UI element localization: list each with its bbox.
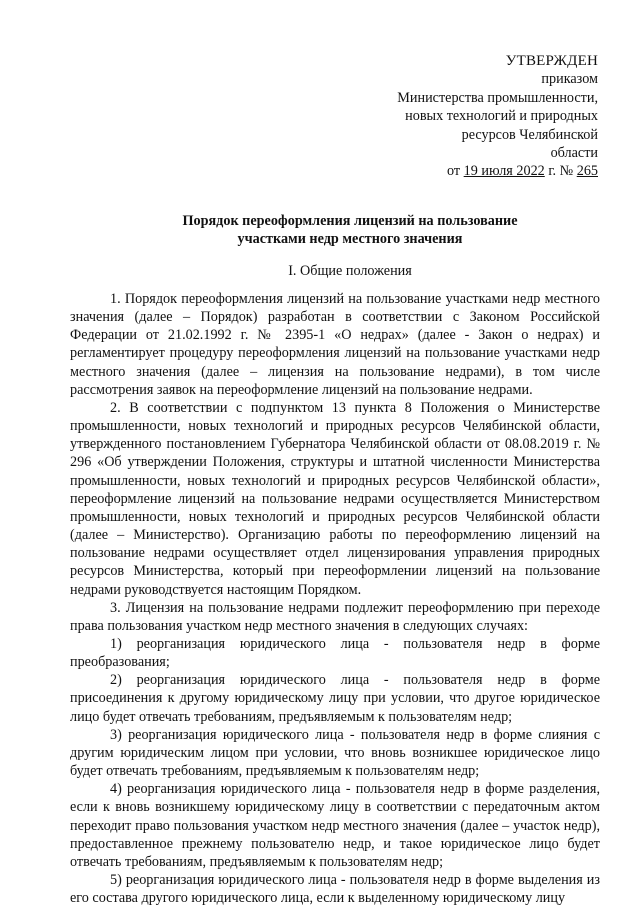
list-item: 3) реорганизация юридического лица - пользователя недр в форме слияния с другим юридическим лицом при условии, что вновь возникшее юридическое лицо будет отвечать требованиям, предъявляемым к пользователям недр; (70, 726, 600, 780)
list-item: 4) реорганизация юридического лица - пользователя недр в форме разделения, если к вновь возникшему юридическому лицу в соответствии с передаточным актом переходит право пользования участком недр местного значения (далее – участок недр), предоставленное прежнему пользователю недр, и такое юридическое лицо будет отвечать требованиям, предъявляемым к пользователям недр; (70, 781, 600, 870)
approval-date-line (338, 162, 598, 180)
approval-line: Министерства промышленности, (397, 89, 598, 106)
document-title (80, 213, 620, 249)
approval-stamp-block (338, 52, 598, 181)
approval-date: 19 июля 2022 (463, 163, 545, 180)
approval-date-prefix: от (447, 163, 461, 180)
approval-line: области (550, 145, 598, 162)
document-title-line: Порядок переоформления лицензий на пользование (182, 213, 518, 229)
list-item: 2) реорганизация юридического лица - пользователя недр в форме присоединения к другому юридическому лицу при условии, что другое юридическое лицо будет отвечать требованиям, предъявляемым к пользователям недр; (70, 672, 600, 725)
approval-title: УТВЕРЖДЕН (505, 53, 598, 69)
document-body (70, 290, 600, 907)
paragraph: 2. В соответствии с подпунктом 13 пункта 8 Положения о Министерстве промышленности, новых технологий и природных ресурсов Челябинской области, утвержденного постановлением Губернатора Челябинской области от 08.08.2019 г. № 296 «Об утверждении Положения, структуры и штатной численности Министерства промышленности, новых технологий и природных ресурсов Челябинской области», переоформление лицензий на пользование недрами осуществляется Министерством промышленности, новых технологий и природных ресурсов Челябинской области (далее – Министерство). Организацию работы по переоформлению лицензий на пользование недрами осуществляет отдел лицензирования управления природных ресурсов Министерства, который при переоформлении лицензий на пользование недрами руководствуется настоящим Порядком. (70, 399, 600, 598)
approval-line: ресурсов Челябинской (461, 126, 598, 143)
approval-date-suffix: г. № (548, 163, 574, 180)
approval-line: новых технологий и природных (405, 108, 598, 125)
paragraph: 3. Лицензия на пользование недрами подлежит переоформлению при переходе права пользования участком недр местного значения в следующих случаях: (70, 599, 600, 634)
section-heading: I. Общие положения (288, 263, 412, 279)
approval-number: 265 (576, 163, 598, 180)
list-item: 1) реорганизация юридического лица - пользователя недр в форме преобразования; (70, 635, 600, 671)
list-item: 5) реорганизация юридического лица - пользователя недр в форме выделения из его состава другого юридического лица, если к выделенному юридическому лицу (70, 872, 600, 907)
approval-line: приказом (541, 71, 598, 88)
document-title-line: участками недр местного значения (237, 230, 463, 247)
paragraph: 1. Порядок переоформления лицензий на пользование участками недр местного значения (далее – Порядок) разработан в соответствии с Законом Российской Федерации от 21.02.1992 г. № 2395-1 «О недрах» (далее - Закон о недрах) и регламентирует процедуру переоформления лицензий на пользование участками недр местного значения (далее – лицензия на пользование недрами), в том числе рассмотрения заявок на переоформление лицензий на пользование недрами. (70, 291, 600, 398)
